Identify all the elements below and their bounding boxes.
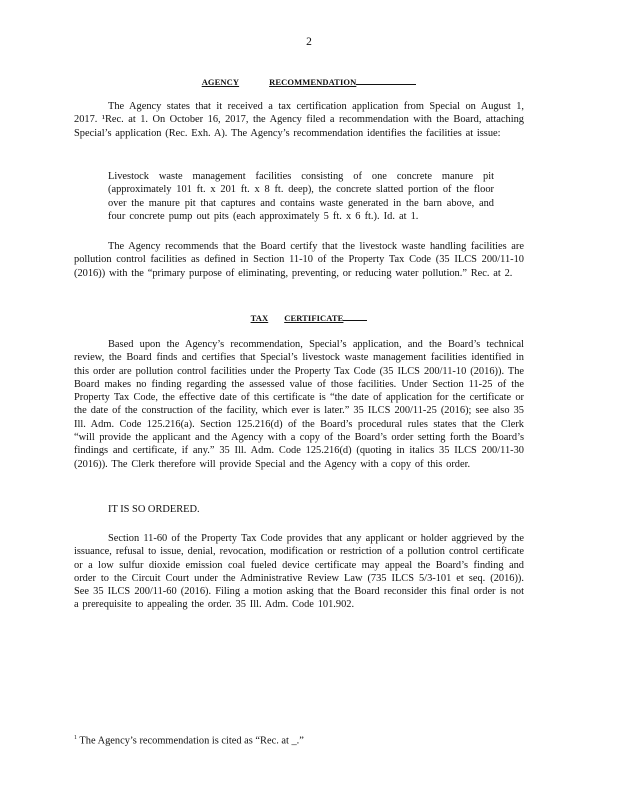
paragraph-appeal-rights: Section 11-60 of the Property Tax Code provides that any applicant or holder aggrieved by the issuance, refusal to issue, denial, revocation, modification or restriction of a pollution control certificate or a low sulfur dioxide emission coal fueled device certificate may appeal the Board’s finding and order to the Circuit Court under the Administrative Review Law (735 ILCS 5/3-101 et seq. (2016)). See 35 ILCS 200/11-60 (2016). Filing a motion asking that the Board reconsider this final order is not a prerequisite to appealing the order. 35 Ill. Adm. Code 101.902. — [74, 533, 524, 611]
footnote-text: The Agency’s recommendation is cited as “Rec. at _.” — [79, 735, 304, 747]
heading-agency-recommendation — [0, 76, 618, 87]
blockquote-facilities: Livestock waste management facilities consisting of one concrete manure pit (approximately 101 ft. x 201 ft. x 8 ft. deep), the concrete slatted portion of the floor over the manure pit that captures and contains waste generated in the barn above, and four concrete pump out pits (each approximately 5 ft. x 6 ft.). Id. at 1. — [108, 171, 494, 222]
heading-word: TAX — [250, 313, 269, 323]
heading-tax-certificate — [0, 312, 618, 323]
paragraph-agency-recommends: The Agency recommends that the Board certify that the livestock waste handling facilities are pollution control facilities as defined in Section 11-10 of the Property Tax Code (35 ILCS 200/11-10 (2016)) with the “primary purpose of eliminating, preventing, or reducing water pollution.” Rec. at 2. — [74, 241, 524, 279]
footnote — [74, 732, 304, 747]
heading-word: RECOMMENDATION — [269, 77, 357, 87]
ordered-statement: IT IS SO ORDERED. — [108, 504, 200, 515]
heading-word: AGENCY — [201, 77, 240, 87]
page-number: 2 — [306, 36, 312, 48]
footnote-marker: 1 — [74, 735, 77, 741]
heading-word: CERTIFICATE — [284, 313, 344, 323]
paragraph-agency-application: The Agency states that it received a tax certification application from Special on August 1, 2017. ¹Rec. at 1. On October 16, 2017, the Agency filed a recommendation with the Board, attaching Special’s application (Rec. Exh. A). The Agency’s recommendation identifies the facilities at issue: — [74, 101, 524, 139]
paragraph-board-findings: Based upon the Agency’s recommendation, Special’s application, and the Board’s technical review, the Board finds and certifies that Special’s livestock waste management facilities identified in this order are pollution control facilities under the Property Tax Code (35 ILCS 200/11-10 (2016)). The Board makes no finding regarding the assessed value of those facilities. Under Section 11-25 of the Property Tax Code, the effective date of this certificate is “the date of application for the certificate or the date of the construction of the facility, which ever is later.” 35 ILCS 200/11-25 (2016); see also 35 Ill. Adm. Code 125.216(a). Section 125.216(d) of the Board’s procedural rules states that the Clerk “will provide the applicant and the Agency with a copy of the Board’s order setting forth the Board’s findings and certificate, if any.” 35 Ill. Adm. Code 125.216(d) (quoting in italics 35 ILCS 200/11-30 (2016)). The Clerk therefore will provide Special and the Agency with a copy of this order. — [74, 339, 524, 470]
footnote-divider — [74, 720, 224, 721]
